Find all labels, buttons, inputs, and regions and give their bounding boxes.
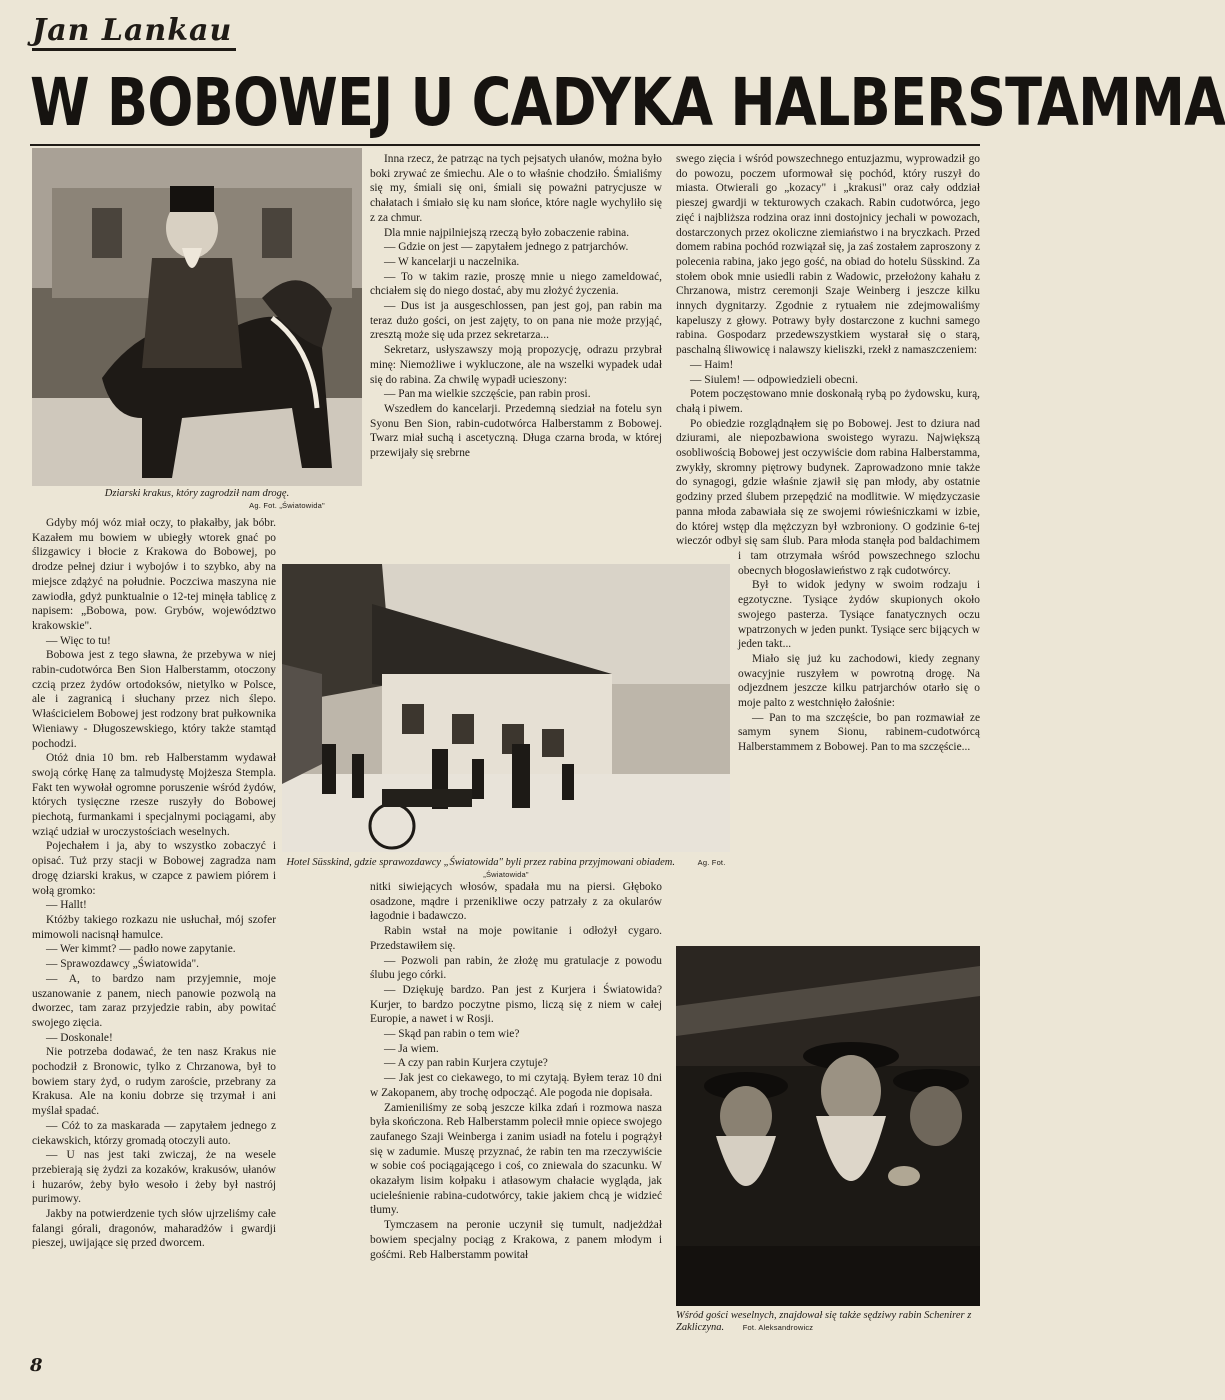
paragraph: — Pozwoli pan rabin, że złożę mu gratulacje z powodu ślubu jego córki. xyxy=(370,954,662,982)
paragraph: — Pan ma wielkie szczęście, pan rabin prosi. xyxy=(384,388,591,401)
paragraph: — Pan to ma szczęście, bo pan rozmawiał ze samym synem Sionu, rabinem-cudotwórcą Halberstammem z Bobowej. Pan to ma szczęście... xyxy=(738,711,980,754)
paragraph: — Gdzie on jest — zapytałem jednego z patrjarchów. xyxy=(384,241,629,254)
photo-hotel-caption xyxy=(282,857,730,881)
headline: W BOBOWEJ U CADYKA HALBERSTAMMA xyxy=(30,64,1225,141)
column-middle-bottom xyxy=(370,880,662,1346)
paragraph: — Dziękuję bardzo. Pan jest z Kurjera i Światowida? Kurjer, to bardzo poczytne pismo, liczą się z niem w całej Europie, a nawet i w Rosji. xyxy=(370,983,662,1026)
photo-krakus-caption xyxy=(32,488,362,512)
paragraph: Sekretarz, usłyszawszy moją propozycję, odrazu przybrał minę: Niemożliwe i wykluczone, ale na wszelki wypadek udał się do rabina. Za chwilę wypadł ucieszony: xyxy=(370,344,662,386)
paragraph: — Dus ist ja ausgeschlossen, pan jest goj, pan rabin ma teraz dużo gości, on jest zajęty, to on pana nie może przyjąć, zresztą może się uda przez sekretarza... xyxy=(370,300,662,342)
headline-rule xyxy=(30,144,980,146)
author-byline: Jan Lankau xyxy=(32,14,236,51)
paragraph: — Ja wiem. xyxy=(384,1042,439,1055)
column-middle-top xyxy=(370,152,662,564)
paragraph: Gdyby mój wóz miał oczy, to płakałby, jak bóbr. Kazałem mu bowiem w ubiegły wtorek gnać po ślizgawicy i błocie z Krakowa do Bobowej, po drodze pełnej dziur i wybojów i to szybko, aby na miejsce zdążyć na południe. Poczciwa maszyna nie zawiodła, gdyż punktualnie o 12-tej minęła tablicę z napisem: „Bobowa, pow. Grybów, województwo krakowskie". xyxy=(32,517,276,632)
photo-guests-image xyxy=(676,946,980,1306)
paragraph: Potem poczęstowano mnie doskonałą rybą po żydowsku, kurą, chałą i piwem. xyxy=(676,388,980,415)
photo-krakus-image xyxy=(32,148,362,486)
photo-guests-caption xyxy=(676,1310,980,1334)
paragraph: Po obiedzie rozglądnąłem się po Bobowej. Jest to dziura nad dziurami, ale niepozbawiona swoistego wyrazu. Największą osobliwością Bobowej jest oczywiście dom rabina Halberstamma, zwykły, skromny piętrowy budynek. Zaprowadzono mnie także do synagogi, gdzie właśnie zjawił się pan młody, aby ostatnie godziny przed ślubem przepędzić na modlitwie. W międzyczasie panna młoda zabawiała się ze swojemi rówieśniczkami w izbie, do której wstęp dla mężczyzn był wzbroniony. O godzinie 6-tej wieczór odbył się sam ślub. Para młoda stanęła pod baldachimem i tam otrzymała wśród powszechnego szlochu obecnych błogosławieństwo z rąk cudotwórcy. xyxy=(676,417,980,577)
column-left xyxy=(32,516,276,1346)
paragraph: — Cóż to za maskarada — zapytałem jednego z ciekawskich, którzy gromadą otoczyli auto. xyxy=(32,1119,276,1147)
paragraph: — U nas jest taki zwiczaj, że na weselе przebierają się żydzi za kozaków, krakusów, ułanów i huzarów, żeby było wesoło i żeby był nastrój purimowy. xyxy=(32,1149,276,1206)
paragraph: — Siulem! — odpowiedzieli obecni. xyxy=(690,373,858,386)
paragraph: Rabin wstał na moje powitanie i odłożył cygaro. Przedstawiłem się. xyxy=(370,925,662,952)
paragraph: Nie potrzeba dodawać, że ten nasz Krakus nie pochodził z Bronowic, tylko z Chrzanowa, był to bowiem stary żyd, o rudym zaroście, przebrany za Krakusa. Ale na koniu dobrze się trzymał i ani myślał spadać. xyxy=(32,1046,276,1118)
paragraph: — Wer kimmt? — padło nowe zapytanie. xyxy=(46,943,236,956)
column-right xyxy=(676,152,980,940)
photo-hotel-credit: Ag. Fot. „Światowida" xyxy=(483,858,726,879)
paragraph: Wszedłem do kancelarji. Przedemną siedział na fotelu syn Syonu Ben Sion, rabin-cudotwórca Halberstamm z Bobowej. Twarz miał suchą i ascetyczną. Długa czarna broda, w której przewijały się srebrne xyxy=(370,402,662,460)
photo-krakus xyxy=(32,148,362,486)
photo-guests-caption-text: Wśród gości weselnych, znajdował się także sędziwy rabin Schenirer z Zakliczyna. xyxy=(676,1310,972,1333)
paragraph: — To w takim razie, proszę mnie u niego zameldować, chciałem się do niego dostać, aby mu złożyć życzenia. xyxy=(370,270,662,298)
photo-hotel xyxy=(282,564,730,852)
paragraph: nitki siwiejących włosów, spadała mu na piersi. Głęboko osadzone, mądre i przenikliwe oczy patrzały z za okularów łagodnie i badawczo. xyxy=(370,881,662,923)
paragraph: — A, to bardzo nam przyjemnie, moje uszanowanie z panem, niech panowie pozwolą na dworzec, tam zaraz przyjedzie rabin, aby powitać swojego zięcia. xyxy=(32,972,276,1029)
paragraph: — Więc to tu! xyxy=(46,634,111,647)
paragraph: Inna rzecz, że patrząc na tych pejsatych ułanów, można było boki zrywać ze śmiechu. Ale o to właśnie chodziło. Śmialiśmy się my, śmiali się oni, śmiali się poważni patrycjusze w chałatach i śmiało się ku nam słońce, które nagle wychyliło się z za chmur. xyxy=(370,153,662,224)
paragraph: Dla mnie najpilniejszą rzeczą było zobaczenie rabina. xyxy=(384,226,630,239)
photo-guests-credit: Fot. Aleksandrowicz xyxy=(742,1323,814,1332)
photo-hotel-image xyxy=(282,564,730,852)
paragraph: Zamieniliśmy ze sobą jeszcze kilka zdań i rozmowa nasza była skończona. Reb Halberstamm polecił mnie opiece swojego zaufanego Szaji Weinberga i zanim usiadł na fotelu i pogrążył się w zadumie. Muszę przyznać, że rabin ten ma rzeczywiście w sobie coś pociągającego i coś, co zniewala do szacunku. W okazałym lisim kołpaku i atłasowym chałacie wygląda, jak ucieleśnienie rabina-cudotwórcy, takie jakiem chcą je widzieć tłumy. xyxy=(370,1101,662,1217)
paragraph: — Jak jest co ciekawego, to mi czytają. Byłem teraz 10 dni w Zakopanem, aby trochę odpocząć. Ale pogoda nie dopisała. xyxy=(370,1072,662,1099)
photo-guests xyxy=(676,946,980,1306)
paragraph: — Haim! xyxy=(690,358,734,371)
paragraph: — Doskonale! xyxy=(46,1031,113,1044)
paragraph: Miało się już ku zachodowi, kiedy zegnany owacyjnie ruszyłem w powrotną drogę. Na odjezdnem jeszcze kilku patrjarchów otarło się o moje palto z westchnięło żałośnie: xyxy=(738,652,980,710)
paragraph: Bobowa jest z tego sławna, że przebywa w niej rabin-cudotwórca Ben Sion Halberstamm, otoczony czcią przez żydów ortodoksów, nietylko w Polsce, ale i zagranicą i słuchany przez nich ślepo. Właścicielem Bobowej jest rodzony brat pułkownika Wieniawy - Długoszewskiego, który także stamtąd pochodzi. xyxy=(32,649,276,750)
paragraph: Któżby takiego rozkazu nie usłuchał, mój szofer mimowoli nacisnął hamulce. xyxy=(32,913,276,941)
page-number: 8 xyxy=(30,1355,43,1376)
photo-hotel-caption-text: Hotel Süsskind, gdzie sprawozdawcy „Światowida" byli przez rabina przyjmowani obiadem. xyxy=(286,857,676,868)
paragraph: Był to widok jedyny w swoim rodzaju i egzotyczne. Tysiące żydów skupionych około swojego pasterza. Tysiące fanatycznych oczu wpatrzonych w jeden punkt. Tysiące serc bijących w jeden takt... xyxy=(738,579,980,651)
paragraph: Pojechałem i ja, aby to wszystko zobaczyć i opisać. Tuż przy stacji w Bobowej zagradza nam drogę dziarski krakus, w czapce z pawiem piórem i wołą gromko: xyxy=(32,840,276,897)
paragraph: — A czy pan rabin Kurjera czytuje? xyxy=(384,1057,548,1070)
photo-krakus-credit: Ag. Fot. „Światowida" xyxy=(249,501,325,510)
paragraph: Otóż dnia 10 bm. reb Halberstamm wydawał swoją córkę Hanę za talmudystę Mojżesza Stempla. Fakt ten wywołał ogromne poruszenie wśród żydów, których tysięczne rzesze ruszyły do Bobowej piechotą, furmankami i specjalnymi pociągami, aby wziąć udział w uroczystościach weselnych. xyxy=(32,752,276,838)
paragraph: — W kancelarji u naczelnika. xyxy=(384,255,520,268)
paragraph: Jakby na potwierdzenie tych słów ujrzeliśmy całe falangi górali, dragonów, maharadżów i gwardji pieszej, uwijające się przed dworcem. xyxy=(32,1208,276,1250)
paragraph: — Skąd pan rabin o tem wie? xyxy=(384,1028,520,1041)
paragraph: — Hallt! xyxy=(46,899,87,912)
photo-krakus-caption-text: Dziarski krakus, który zagrodził nam drogę. xyxy=(104,488,290,499)
paragraph: — Sprawozdawcy „Światowida". xyxy=(46,958,200,971)
paragraph: swego zięcia i wśród powszechnego entuzjazmu, wyprowadził go do powozu, poczem uformował się pochód, który ruszył do miasta. Otwierali go „kozacy" i „krakusi" oraz cały oddział pieszej gwardji w tekturowych czakach. Rabin cudotwórca, jego zięć i najbliższa rodzina oraz inni dostojnicy jechali w powozach, dostarczonych przez okoliczne ziemiaństwo i na bryczkach. Przed domem rabina pochód rozwiązał się, ja zaś zostałem zaproszony z polecenia rabina, jako jego gość, na obiad do hotelu Süsskind. Za stołem obok mnie usiedli rabin z Wadowic, przełożony kahału z Chrzanowa, mistrz ceremonji Szaje Weinberg i jeszcze kilku innych dygnitarzy. Zgodnie z rytuałem nie zdejmowaliśmy kapeluszy z głowy. Potrawy były dostarczone z kuchni samego rabina. Gospodarz przedewszystkiem wystarał się o starą, paschalną śliwowicę i nalawszy kieliszki, rzekł z namaszczeniem: xyxy=(676,153,980,357)
paragraph: Tymczasem na peronie uczynił się tumult, nadjeżdżał bowiem specjalny pociąg z Krakowa, z panem młodym i gośćmi. Reb Halberstamm powitał xyxy=(370,1219,662,1261)
